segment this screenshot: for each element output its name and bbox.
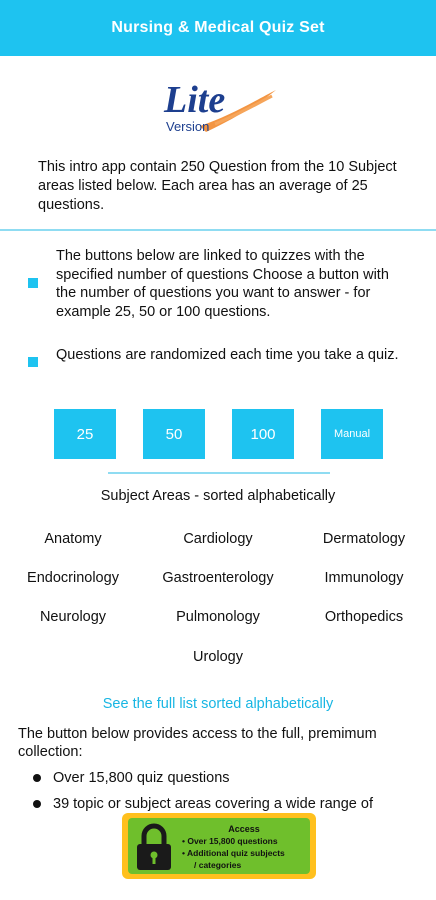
- bullet-dot-icon: [33, 800, 41, 808]
- app-header: [0, 0, 436, 56]
- lite-version-logo: [160, 76, 280, 138]
- quiz-100-button[interactable]: 100: [232, 409, 294, 459]
- quiz-25-button[interactable]: 25: [54, 409, 116, 459]
- quiz-50-button[interactable]: 50: [143, 409, 205, 459]
- access-premium-button[interactable]: [122, 813, 316, 879]
- access-line: • Over 15,800 questions: [182, 836, 278, 846]
- premium-description: The button below provides access to the full, premimum collection:: [18, 726, 377, 760]
- logo-word: Lite: [164, 79, 226, 121]
- subject-cardiology[interactable]: Cardiology: [183, 531, 253, 547]
- full-list-link[interactable]: See the full list sorted alphabetically: [102, 696, 334, 712]
- subject-gastroenterology[interactable]: Gastroenterology: [162, 570, 274, 586]
- access-title: Access: [228, 824, 260, 834]
- app-title: Nursing & Medical Quiz Set: [111, 19, 325, 36]
- logo-subword: Version: [166, 119, 210, 134]
- bullet-square-icon: [28, 278, 38, 288]
- subject-orthopedics[interactable]: Orthopedics: [324, 609, 404, 625]
- quiz-manual-button[interactable]: Manual: [321, 409, 383, 459]
- subject-endocrinology[interactable]: Endocrinology: [27, 570, 119, 586]
- access-line: • Additional quiz subjects: [182, 848, 285, 858]
- subject-areas-heading: Subject Areas - sorted alphabetically: [100, 488, 336, 504]
- bullet-text: Questions are randomized each time you take a quiz.: [56, 347, 399, 363]
- intro-text: This intro app contain 250 Question from the 10 Subject areas listed below. Each area has an average of 25 questions.: [38, 159, 397, 213]
- access-line: / categories: [194, 860, 242, 870]
- subject-pulmonology[interactable]: Pulmonology: [176, 609, 260, 625]
- subject-immunology[interactable]: Immunology: [324, 570, 404, 586]
- bullet-dot-icon: [33, 774, 41, 782]
- subject-neurology[interactable]: Neurology: [39, 609, 107, 625]
- bullet-text: The buttons below are linked to quizzes with the specified number of questions Choose a button with the number of questions you want to answer - for example 25, 50 or 100 questions.: [56, 248, 389, 320]
- bullet-square-icon: [28, 357, 38, 367]
- subject-anatomy[interactable]: Anatomy: [44, 531, 102, 547]
- section-divider: [0, 229, 436, 231]
- access-button-panel: [128, 818, 310, 874]
- buttons-divider: [108, 472, 330, 474]
- lock-icon: [132, 822, 176, 872]
- premium-point: Over 15,800 quiz questions: [53, 770, 230, 786]
- subject-dermatology[interactable]: Dermatology: [322, 531, 406, 547]
- premium-point: 39 topic or subject areas covering a wide range of: [53, 796, 373, 812]
- subject-urology[interactable]: Urology: [193, 649, 243, 665]
